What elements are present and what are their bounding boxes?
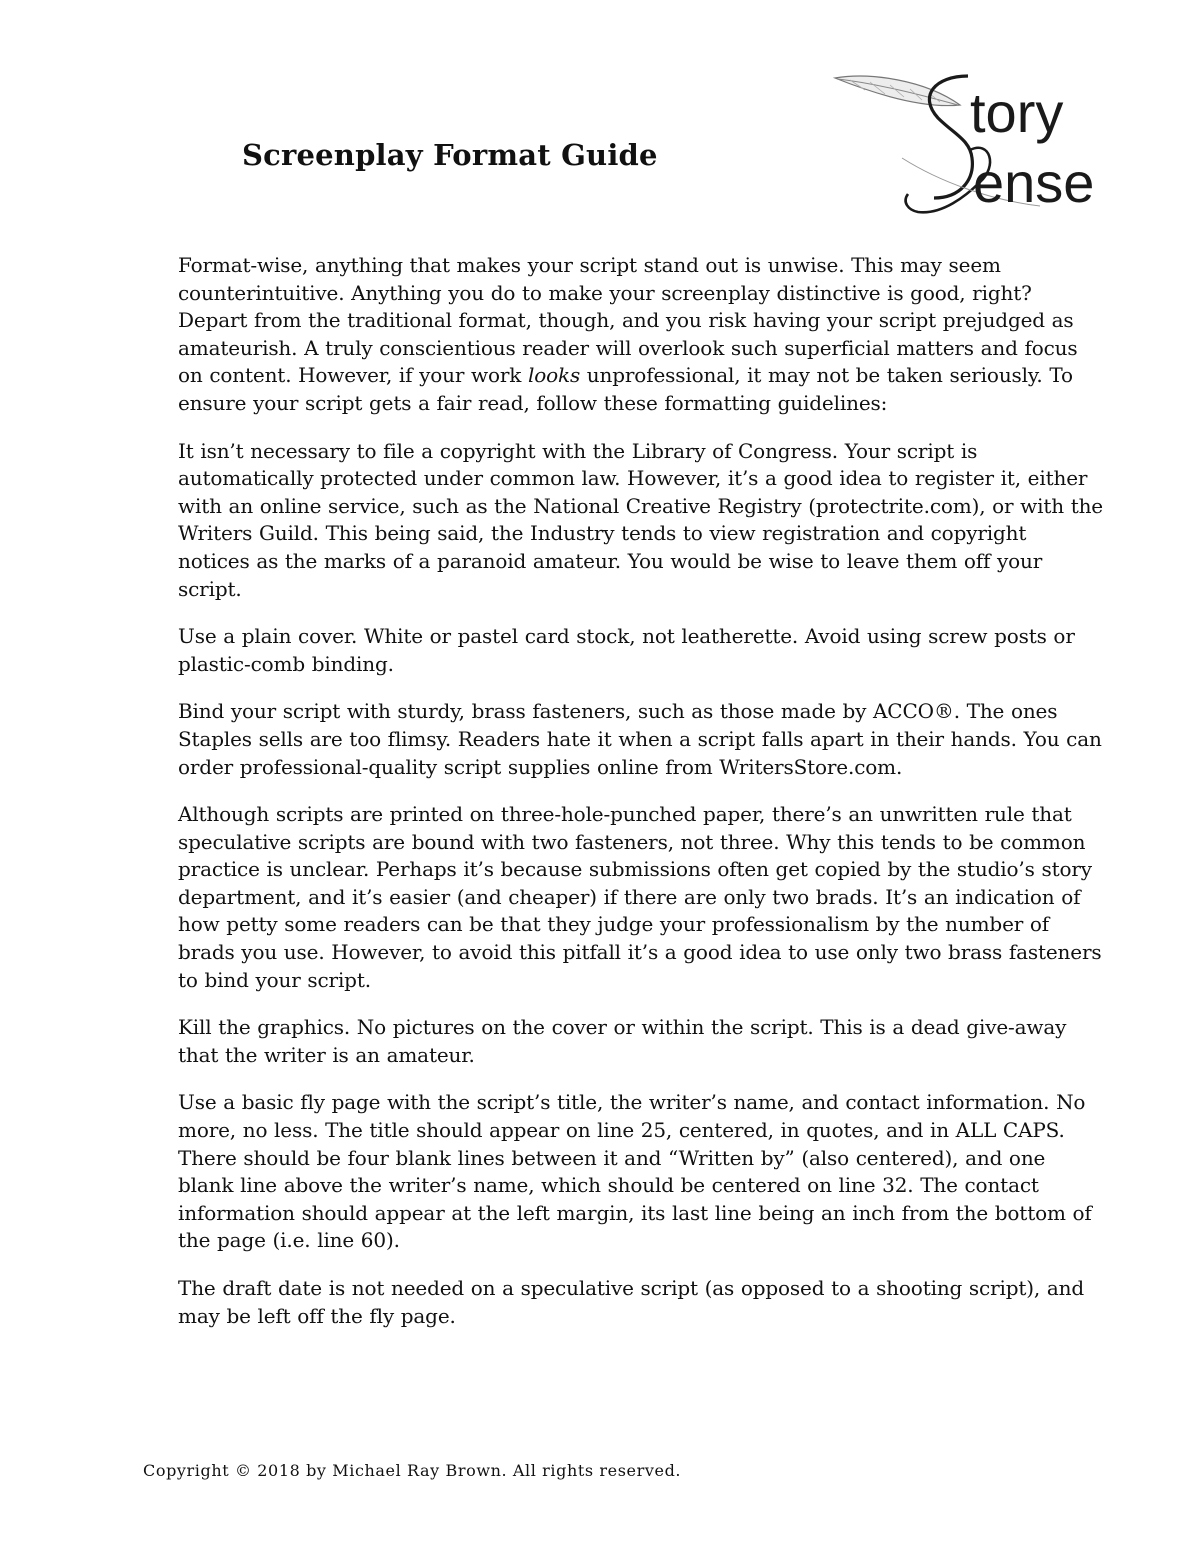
paragraph-intro-text-b: unprofessional, it may not be taken seriously. To ensure your script gets a fair read, follow these formatting guidelines: [178,363,1073,415]
paragraph-brads: Although scripts are printed on three-hole-punched paper, there’s an unwritten rule that speculative scripts are bound with two fasteners, not three. Why this tends to be common practice is unclear. Perhaps it’s because submissions often get copied by the studio’s story department, and it’s easier (and cheaper) if there are only two brads. It’s an indication of how petty some readers can be that they judge your professionalism by the number of brads you use. However, to avoid this pitfall it’s a good idea to use only two brass fasteners to bind your script. [178,802,1102,992]
paragraph-fasteners: Bind your script with sturdy, brass fasteners, such as those made by ACCO®. The ones Staples sells are too flimsy. Readers hate it when a script falls apart in their hands. You can order professional-quality script supplies online from WritersStore.com. [178,699,1102,779]
paragraph-fly-page: Use a basic fly page with the script’s title, the writer’s name, and contact information. No more, no less. The title should appear on line 25, centered, in quotes, and in ALL CAPS. There should be four blank lines between it and “Written by” (also centered), and one blank line above the writer’s name, which should be centered on line 32. The contact information should appear at the left margin, its last line being an inch from the bottom of the page (i.e. line 60). [178,1090,1092,1253]
logo-text-bottom: ense [973,151,1095,214]
paragraph-draft-date: The draft date is not needed on a speculative script (as opposed to a shooting script), and may be left off the fly page. [178,1276,1085,1328]
logo-text-top: tory [970,81,1064,144]
story-sense-logo [830,70,1120,220]
paragraph-intro-text-a: Format-wise, anything that makes your script stand out is unwise. This may seem counterintuitive. Anything you do to make your screenplay distinctive is good, right? Depart from the traditional format, though, and you risk having your script prejudged as amateurish. A truly conscientious reader will overlook such superficial matters and focus on content. However, if your work [178,253,1078,388]
page-title: Screenplay Format Guide [242,138,658,172]
paragraph-copyright: It isn’t necessary to file a copyright with the Library of Congress. Your script is automatically protected under common law. However, it’s a good idea to register it, either with an online service, such as the National Creative Registry (protectrite.com), or with the Writers Guild. This being said, the Industry tends to view registration and copyright notices as the marks of a paranoid amateur. You would be wise to leave them off your script. [178,438,1103,601]
paragraph-graphics: Kill the graphics. No pictures on the cover or within the script. This is a dead give-away that the writer is an amateur. [178,1015,1067,1067]
paragraph-cover: Use a plain cover. White or pastel card stock, not leatherette. Avoid using screw posts or plastic-comb binding. [178,624,1075,676]
paragraph-intro-emphasis: looks [527,363,581,388]
paragraph-intro [178,252,1103,418]
copyright-footer: Copyright © 2018 by Michael Ray Brown. All rights reserved. [143,1461,682,1480]
body-content [178,252,1103,1350]
